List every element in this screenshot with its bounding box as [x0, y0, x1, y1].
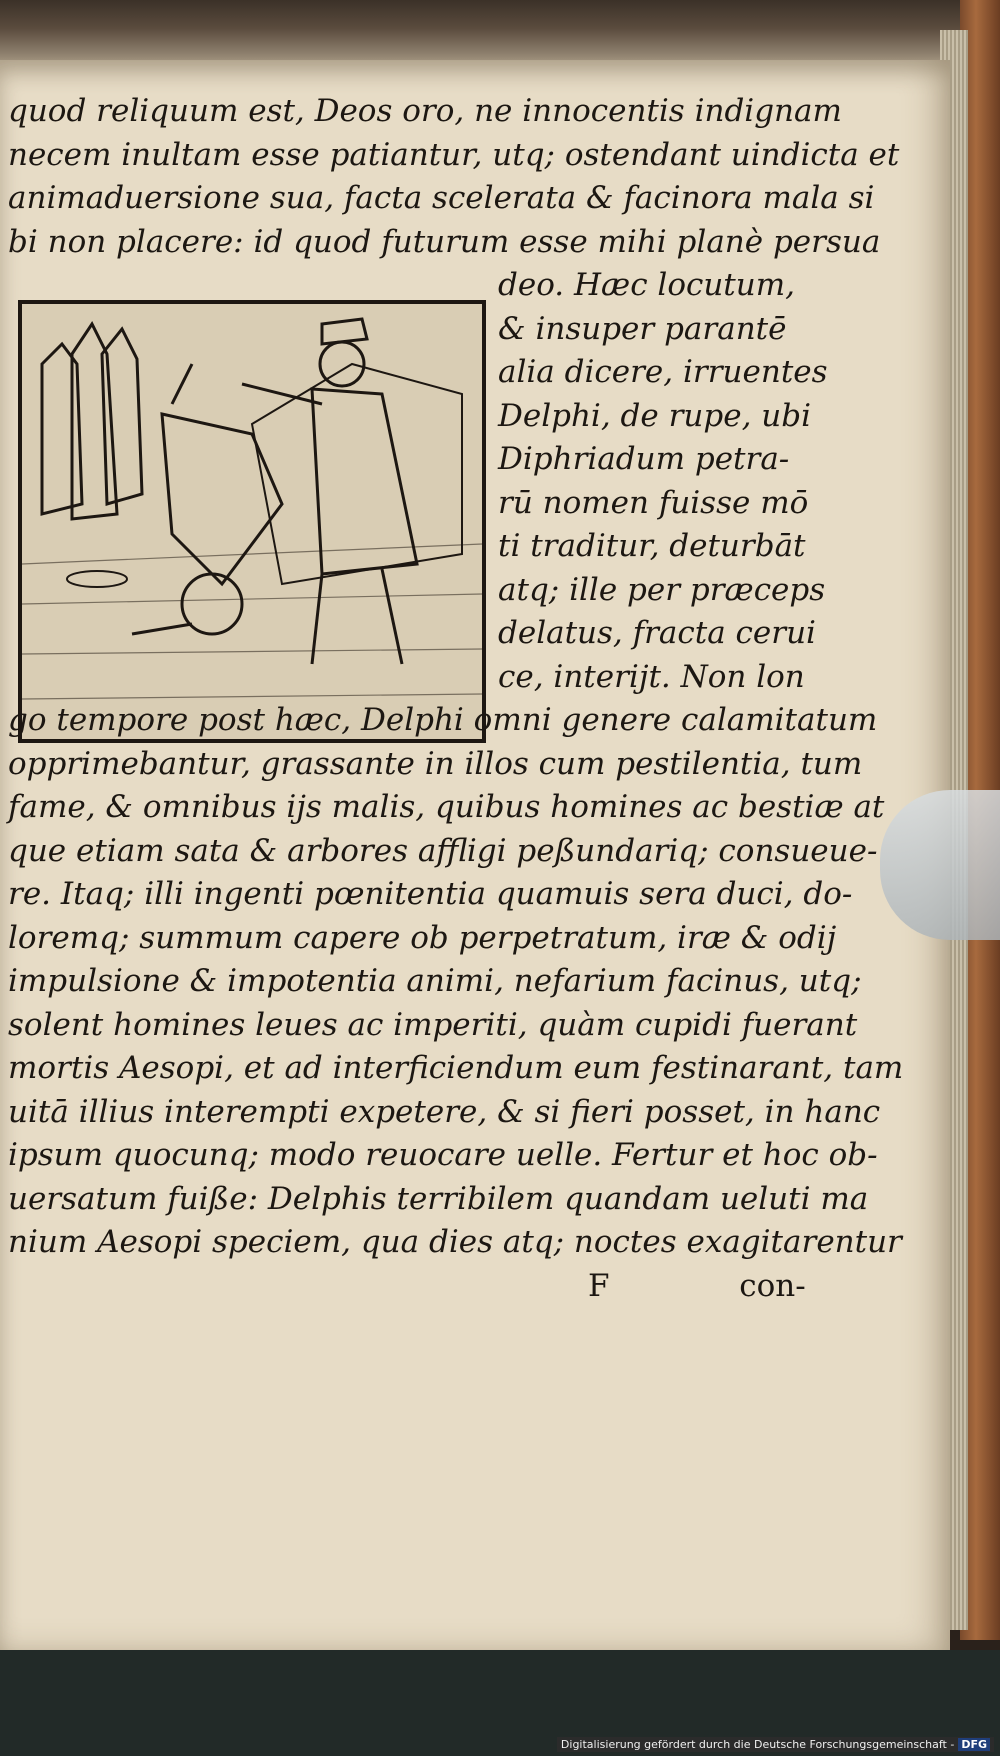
- text-line: ti traditur, deturbāt: [498, 528, 806, 564]
- text-line: & insuper parantē: [498, 310, 787, 347]
- page-text: [8, 90, 904, 1308]
- text-line: alia dicere, irruentes: [498, 354, 828, 390]
- credit-text: Digitalisierung gefördert durch die Deutsche Forschungsgemeinschaft -: [560, 1738, 955, 1751]
- dfg-logo-badge: DFG: [958, 1738, 990, 1751]
- text-line: mortis Aesopi, et ad interficiendum eum festinarant, tam: [8, 1050, 904, 1086]
- digitization-credit: [557, 1737, 994, 1752]
- text-line: solent homines leues ac imperiti, quàm cupidi fuerant: [8, 1006, 858, 1043]
- text-line: que etiam sata & arbores affligi peßundariq; consueue-: [8, 832, 878, 869]
- text-line: delatus, fracta cerui: [498, 615, 816, 651]
- text-line: opprimebantur, grassante in illos cum pestilentia, tum: [8, 745, 863, 782]
- signature-line: [8, 1265, 806, 1309]
- catchword: con-: [739, 1267, 806, 1304]
- text-line: deo. Hæc locutum,: [498, 267, 795, 303]
- signature-mark: F: [588, 1267, 610, 1304]
- text-line: Delphi, de rupe, ubi: [498, 397, 811, 434]
- page-holder-clip: [880, 790, 1000, 940]
- text-line: go tempore post hæc, Delphi omni genere calamitatum: [8, 702, 878, 738]
- text-line: ipsum quocunq; modo reuocare uelle. Fertur et hoc ob-: [8, 1137, 878, 1173]
- text-line: loremq; summum capere ob perpetratum, iræ & odij: [8, 919, 837, 956]
- text-line: bi non placere: id quod futurum esse mihi planè persua: [8, 223, 881, 260]
- text-line: impulsione & impotentia animi, nefarium facinus, utq;: [8, 963, 862, 999]
- text-line: rū nomen fuisse mō: [498, 484, 809, 521]
- text-line: necem inultam esse patiantur, utq; ostendant uindicta et: [8, 136, 900, 173]
- text-line: uitā illius interempti expetere, & si fieri posset, in hanc: [8, 1093, 881, 1130]
- text-line: nium Aesopi speciem, qua dies atq; noctes exagitarentur: [8, 1224, 902, 1260]
- text-line: Diphriadum petra-: [498, 441, 790, 477]
- text-line: re. Itaq; illi ingenti pœnitentia quamuis sera duci, do-: [8, 876, 853, 912]
- text-line: animaduersione sua, facta scelerata & facinora mala si: [8, 180, 875, 216]
- text-line: uersatum fuiße: Delphis terribilem quandam ueluti ma: [8, 1180, 869, 1217]
- book-page: [0, 60, 950, 1650]
- text-line: atq; ille per præceps: [498, 571, 826, 608]
- text-line: ce, interijt. Non lon: [498, 658, 805, 695]
- text-line: fame, & omnibus ijs malis, quibus homines ac bestiæ at: [8, 789, 885, 825]
- text-line: quod reliquum est, Deos oro, ne innocentis indignam: [8, 93, 842, 129]
